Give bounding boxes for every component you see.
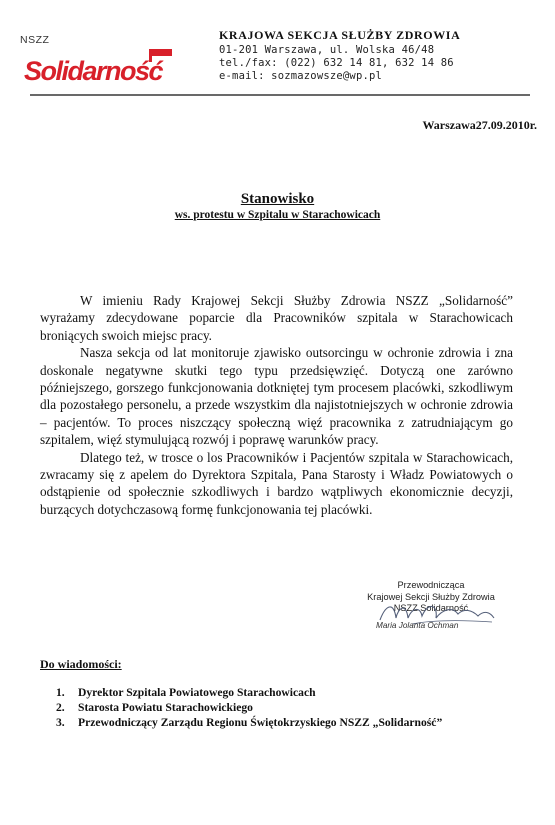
solidarnosc-logo: [22, 48, 192, 88]
recipient-item: [56, 701, 253, 714]
body-paragraph: Dlatego też, w trosce o los Pracowników i Pacjentów szpitala w Starachowicach, zwracamy się z apelem do Dyrektora Szpitala, Pana Starosty i Władz Powiatowych o odstąpienie od społecznie szkodliwych i bardzo wątpliwych ekonomicznie decyzji, burzących dotychczasową formę funkcjonowania tej placówki.: [40, 449, 513, 517]
recipient-text: Dyrektor Szpitala Powiatowego Starachowicach: [78, 686, 316, 699]
organization-phone: tel./fax: (022) 632 14 81, 632 14 86: [219, 57, 454, 69]
organization-name: KRAJOWA SEKCJA SŁUŻBY ZDROWIA: [219, 28, 461, 42]
recipient-text: Starosta Powiatu Starachowickiego: [78, 701, 253, 714]
logo-nszz-text: NSZZ: [20, 34, 50, 46]
logo-main-text: Solidarność: [24, 56, 163, 86]
recipient-item: [56, 686, 316, 699]
body-paragraph: W imieniu Rady Krajowej Sekcji Służby Zdrowia NSZZ „Solidarność” wyrażamy zdecydowane poparcie dla Pracowników szpitala w Starachowicach broniących swoich miejsc pracy.: [40, 293, 513, 343]
organization-address: 01-201 Warszawa, ul. Wolska 46/48: [219, 44, 435, 56]
signature-union: NSZZ Solidarność: [393, 603, 469, 614]
recipient-number: 2.: [56, 701, 65, 714]
recipient-item: [56, 716, 442, 729]
recipient-number: 1.: [56, 686, 65, 699]
signature-role: Przewodnicząca: [397, 580, 465, 590]
body-paragraph: Nasza sekcja od lat monitoruje zjawisko outsorcingu w ochronie zdrowia i zna doskonale negatywne skutki tego typu przedsięwzięć. Dotyczą one zarówno późniejszego, gorszego funkcjonowania dotkniętej tym procesem placówki, szkodliwym dla pozostałego personelu, a przede wszystkim dla najistotniejszych w ochronie zdrowia – pacjentów. To proces niszczący społeczną więź pracownika z zatrudniającym go szpitalem, więź stymulującą rozwój i poprawę warunków pracy.: [40, 345, 513, 448]
recipient-number: 3.: [56, 716, 65, 729]
signatory-name: Maria Jolanta Ochman: [376, 621, 459, 630]
cc-heading: Do wiadomości:: [40, 657, 122, 671]
document-subtitle: ws. protestu w Szpitalu w Starachowicach: [174, 209, 381, 221]
letter-body: [40, 292, 513, 518]
recipient-text: Przewodniczący Zarządu Regionu Świętokrzyskiego NSZZ „Solidarność”: [78, 716, 443, 729]
organization-email: e-mail: sozmazowsze@wp.pl: [219, 70, 383, 82]
letterhead-divider: [30, 94, 530, 96]
signature-organization: Krajowej Sekcji Służby Zdrowia: [367, 591, 495, 602]
letter-date: Warszawa27.09.2010r.: [422, 118, 537, 132]
document-title: Stanowisko: [240, 191, 315, 207]
